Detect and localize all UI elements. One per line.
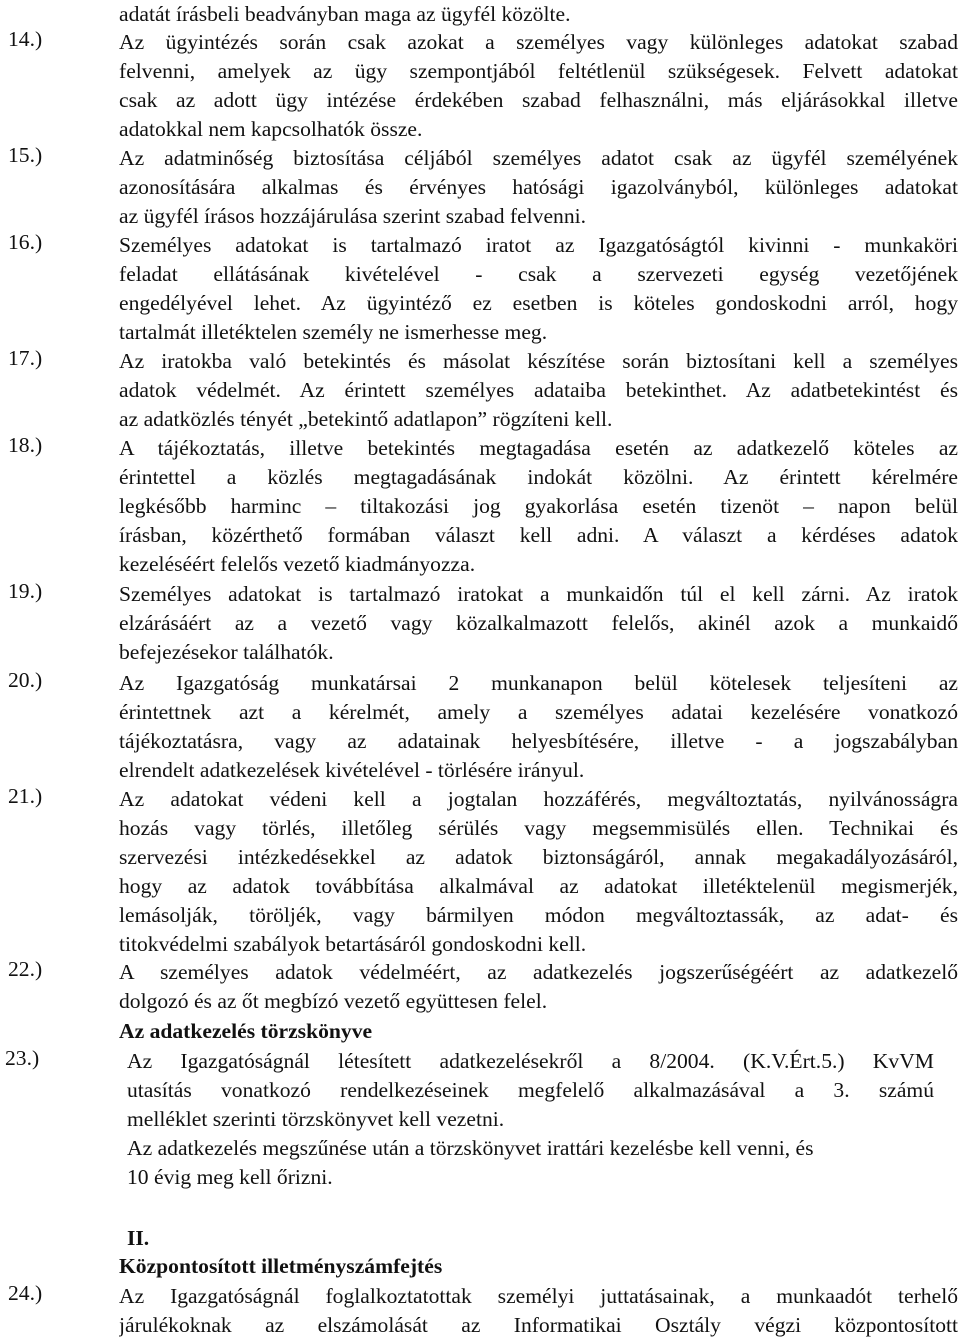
item-line: Az adatokat védeni kell a jogtalan hozzáférés, megváltoztatás, nyilvánosságra (119, 787, 958, 811)
item-line: az ügyfél írásos hozzájárulása szerint szabad felvenni. (119, 204, 587, 228)
item-number: 14.) (8, 27, 43, 51)
item-line: szervezési intézkedésekkel az adatok biztonságáról, annak megakadályozásáról, (119, 845, 958, 869)
item-line: 10 évig meg kell őrizni. (127, 1165, 333, 1189)
item-line: feladat ellátásának kivételével - csak a szervezeti egység vezetőjének (119, 262, 958, 286)
section-title: Központosított illetményszámfejtés (119, 1254, 443, 1278)
item-line: hozás vagy törlés, illetőleg sérülés vagy megsemmisülés ellen. Technikai és (119, 816, 958, 840)
item-line: Az adatminőség biztosítása céljából személyes adatot csak az ügyfél személyének (119, 146, 958, 170)
item-line: Személyes adatokat is tartalmazó iratot az Igazgatóságtól kivinni - munkaköri (119, 233, 958, 257)
item-line: csak az adott ügy intézése érdekében szabad felhasználni, más eljárásokkal illetve (119, 88, 958, 112)
item-line: kezeléséért felelős vezető kiadmányozza. (119, 552, 476, 576)
item-line: járulékoknak az elszámolását az Informatikai Osztály végzi központosított (119, 1313, 958, 1337)
item-line: tájékoztatásra, vagy az adatainak helyesbítésére, illetve - a jogszabályban (119, 729, 958, 753)
item-number: 15.) (8, 143, 43, 167)
item-line: azonosítására alkalmas és érvényes hatósági igazolványból, különleges adatokat (119, 175, 958, 199)
item-line: Az ügyintézés során csak azokat a személyes vagy különleges adatokat szabad (119, 30, 958, 54)
item-number: 20.) (8, 668, 43, 692)
heading-torzskonyv: Az adatkezelés törzskönyve (119, 1019, 373, 1043)
item-line: Az Igazgatóságnál létesített adatkezelésekről a 8/2004. (K.V.Ért.5.) KvVM (127, 1049, 934, 1073)
item-line: titokvédelmi szabályok betartásáról gondoskodni kell. (119, 932, 587, 956)
item-line: írásban, közérthető formában választ kell adni. A választ a kérdéses adatok (119, 523, 958, 547)
item-line: A személyes adatok védelméért, az adatkezelés jogszerűségéért az adatkezelő (119, 960, 958, 984)
item-line: felvenni, amelyek az ügy szempontjából feltétlenül szükségesek. Felvett adatokat (119, 59, 958, 83)
item-number: 22.) (8, 957, 43, 981)
item-line: tartalmát illetéktelen személy ne ismerhesse meg. (119, 320, 548, 344)
item-line: az adatközlés tényét „betekintő adatlapon” rögzíteni kell. (119, 407, 613, 431)
item-number: 17.) (8, 346, 43, 370)
item-number: 21.) (8, 784, 43, 808)
item-line: Az adatkezelés megszűnése után a törzskönyvet irattári kezelésbe kell venni, és (127, 1136, 814, 1160)
item-line: befejezésekor találhatók. (119, 640, 334, 664)
item-line: melléklet szerinti törzskönyvet kell vezetni. (127, 1107, 505, 1131)
item-line: lemásolják, töröljék, vagy bármilyen módon megváltoztassák, az adat- és (119, 903, 958, 927)
item-line: adatok védelmét. Az érintett személyes adataiba betekinthet. Az adatbetekintést és (119, 378, 958, 402)
item-line: A tájékoztatás, illetve betekintés megtagadása esetén az adatkezelő köteles az (119, 436, 958, 460)
item-number: 24.) (8, 1281, 43, 1305)
item-line: elrendelt adatkezelések kivételével - törlésére irányul. (119, 758, 585, 782)
item-line: Személyes adatokat is tartalmazó iratokat a munkaidőn túl el kell zárni. Az iratok (119, 582, 958, 606)
item-number: 19.) (8, 579, 43, 603)
item-line: érintettnek azt a kérelmét, amely a személyes adatai kezelésére vonatkozó (119, 700, 958, 724)
item-line: adatokkal nem kapcsolhatók össze. (119, 117, 423, 141)
intro-line: adatát írásbeli beadványban maga az ügyfél közölte. (119, 2, 571, 26)
item-line: dolgozó és az őt megbízó vezető együttesen felel. (119, 989, 548, 1013)
item-line: engedélyével lehet. Az ügyintéző ez esetben is köteles gondoskodni arról, hogy (119, 291, 958, 315)
item-line: Az Igazgatóság munkatársai 2 munkanapon belül kötelesek teljesíteni az (119, 671, 958, 695)
item-line: utasítás vonatkozó rendelkezéseinek megfelelő alkalmazásával a 3. számú (127, 1078, 934, 1102)
section-numeral: II. (127, 1226, 150, 1250)
item-line: hogy az adatok továbbítása alkalmával az adatokat illetéktelenül megismerjék, (119, 874, 958, 898)
item-number: 16.) (8, 230, 43, 254)
item-line: Az iratokba való betekintés és másolat készítése során biztosítani kell a személyes (119, 349, 958, 373)
item-line: legkésőbb harminc – tiltakozási jog gyakorlása esetén tizenöt – napon belül (119, 494, 958, 518)
item-line: elzárásáért az a vezető vagy közalkalmazott felelős, akinél azok a munkaidő (119, 611, 958, 635)
item-line: érintettel a közlés megtagadásának indokát közölni. Az érintett kérelmére (119, 465, 958, 489)
item-line: Az Igazgatóságnál foglalkoztatottak személyi juttatásainak, a munkaadót terhelő (119, 1284, 958, 1308)
item-number: 23.) (5, 1046, 40, 1070)
item-number: 18.) (8, 433, 43, 457)
